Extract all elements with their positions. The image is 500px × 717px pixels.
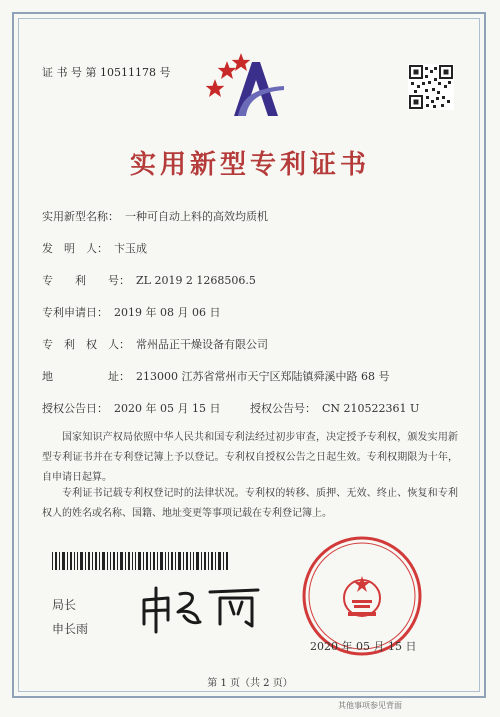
field-value: 常州品正干燥设备有限公司 (136, 338, 268, 351)
field-application-date (42, 304, 220, 320)
field-label: 地 址： (42, 370, 130, 383)
field-label: 专利申请日： (42, 306, 108, 319)
certificate-title: 实用新型专利证书 (129, 150, 370, 180)
seal-date: 2020 年 05 月 15 日 (310, 640, 417, 653)
field-value: 2019 年 08 月 06 日 (114, 306, 221, 319)
field-value: 卞玉成 (114, 242, 147, 255)
field-label: 专 利 号： (42, 274, 130, 287)
field-patent-number (42, 272, 256, 288)
certificate-number: 证 书 号 第 10511178 号 (42, 66, 171, 79)
field-value: 213000 江苏省常州市天宁区郑陆镇舜溪中路 68 号 (136, 370, 390, 383)
barcode-icon (52, 552, 230, 570)
field-label: 发 明 人： (42, 242, 108, 255)
field-label: 授权公告号： (249, 402, 316, 415)
field-label: 实用新型名称： (42, 210, 119, 223)
field-patentee (42, 336, 268, 352)
statement-paragraph: 国家知识产权局依照中华人民共和国专利法经过初步审查，决定授予专利权，颁发实用新型专利证书并在专利登记簿上予以登记。专利权自授权公告之日起生效。专利权期限为十年，自申请日起算。 (42, 432, 458, 483)
qr-code-icon (408, 64, 454, 110)
footer-note: 其他事项参见背面 (338, 701, 402, 710)
director-name: 申长雨 (52, 622, 89, 636)
cnipa-logo-icon (198, 52, 288, 124)
field-address (42, 368, 389, 384)
director-title: 局长 (52, 598, 77, 612)
field-value: CN 210522361 U (321, 402, 420, 415)
statement-paragraph: 专利证书记载专利权登记时的法律状况。专利权的转移、质押、无效、终止、恢复和专利权人的姓名或名称、国籍、地址变更等事项记载在专利登记簿上。 (42, 488, 458, 519)
field-value: 一种可自动上料的高效均质机 (125, 210, 268, 223)
field-label: 授权公告日： (42, 402, 108, 415)
page-number: 第 1 页（共 2 页） (207, 678, 293, 689)
field-value: 2020 年 05 月 15 日 (114, 402, 221, 415)
field-label: 专 利 权 人： (42, 338, 130, 351)
field-inventor (42, 240, 147, 256)
field-grant-date (42, 400, 419, 416)
handwritten-signature-icon (138, 580, 268, 634)
field-value: ZL 2019 2 1268506.5 (136, 274, 256, 287)
field-utility-model-name (42, 208, 268, 224)
